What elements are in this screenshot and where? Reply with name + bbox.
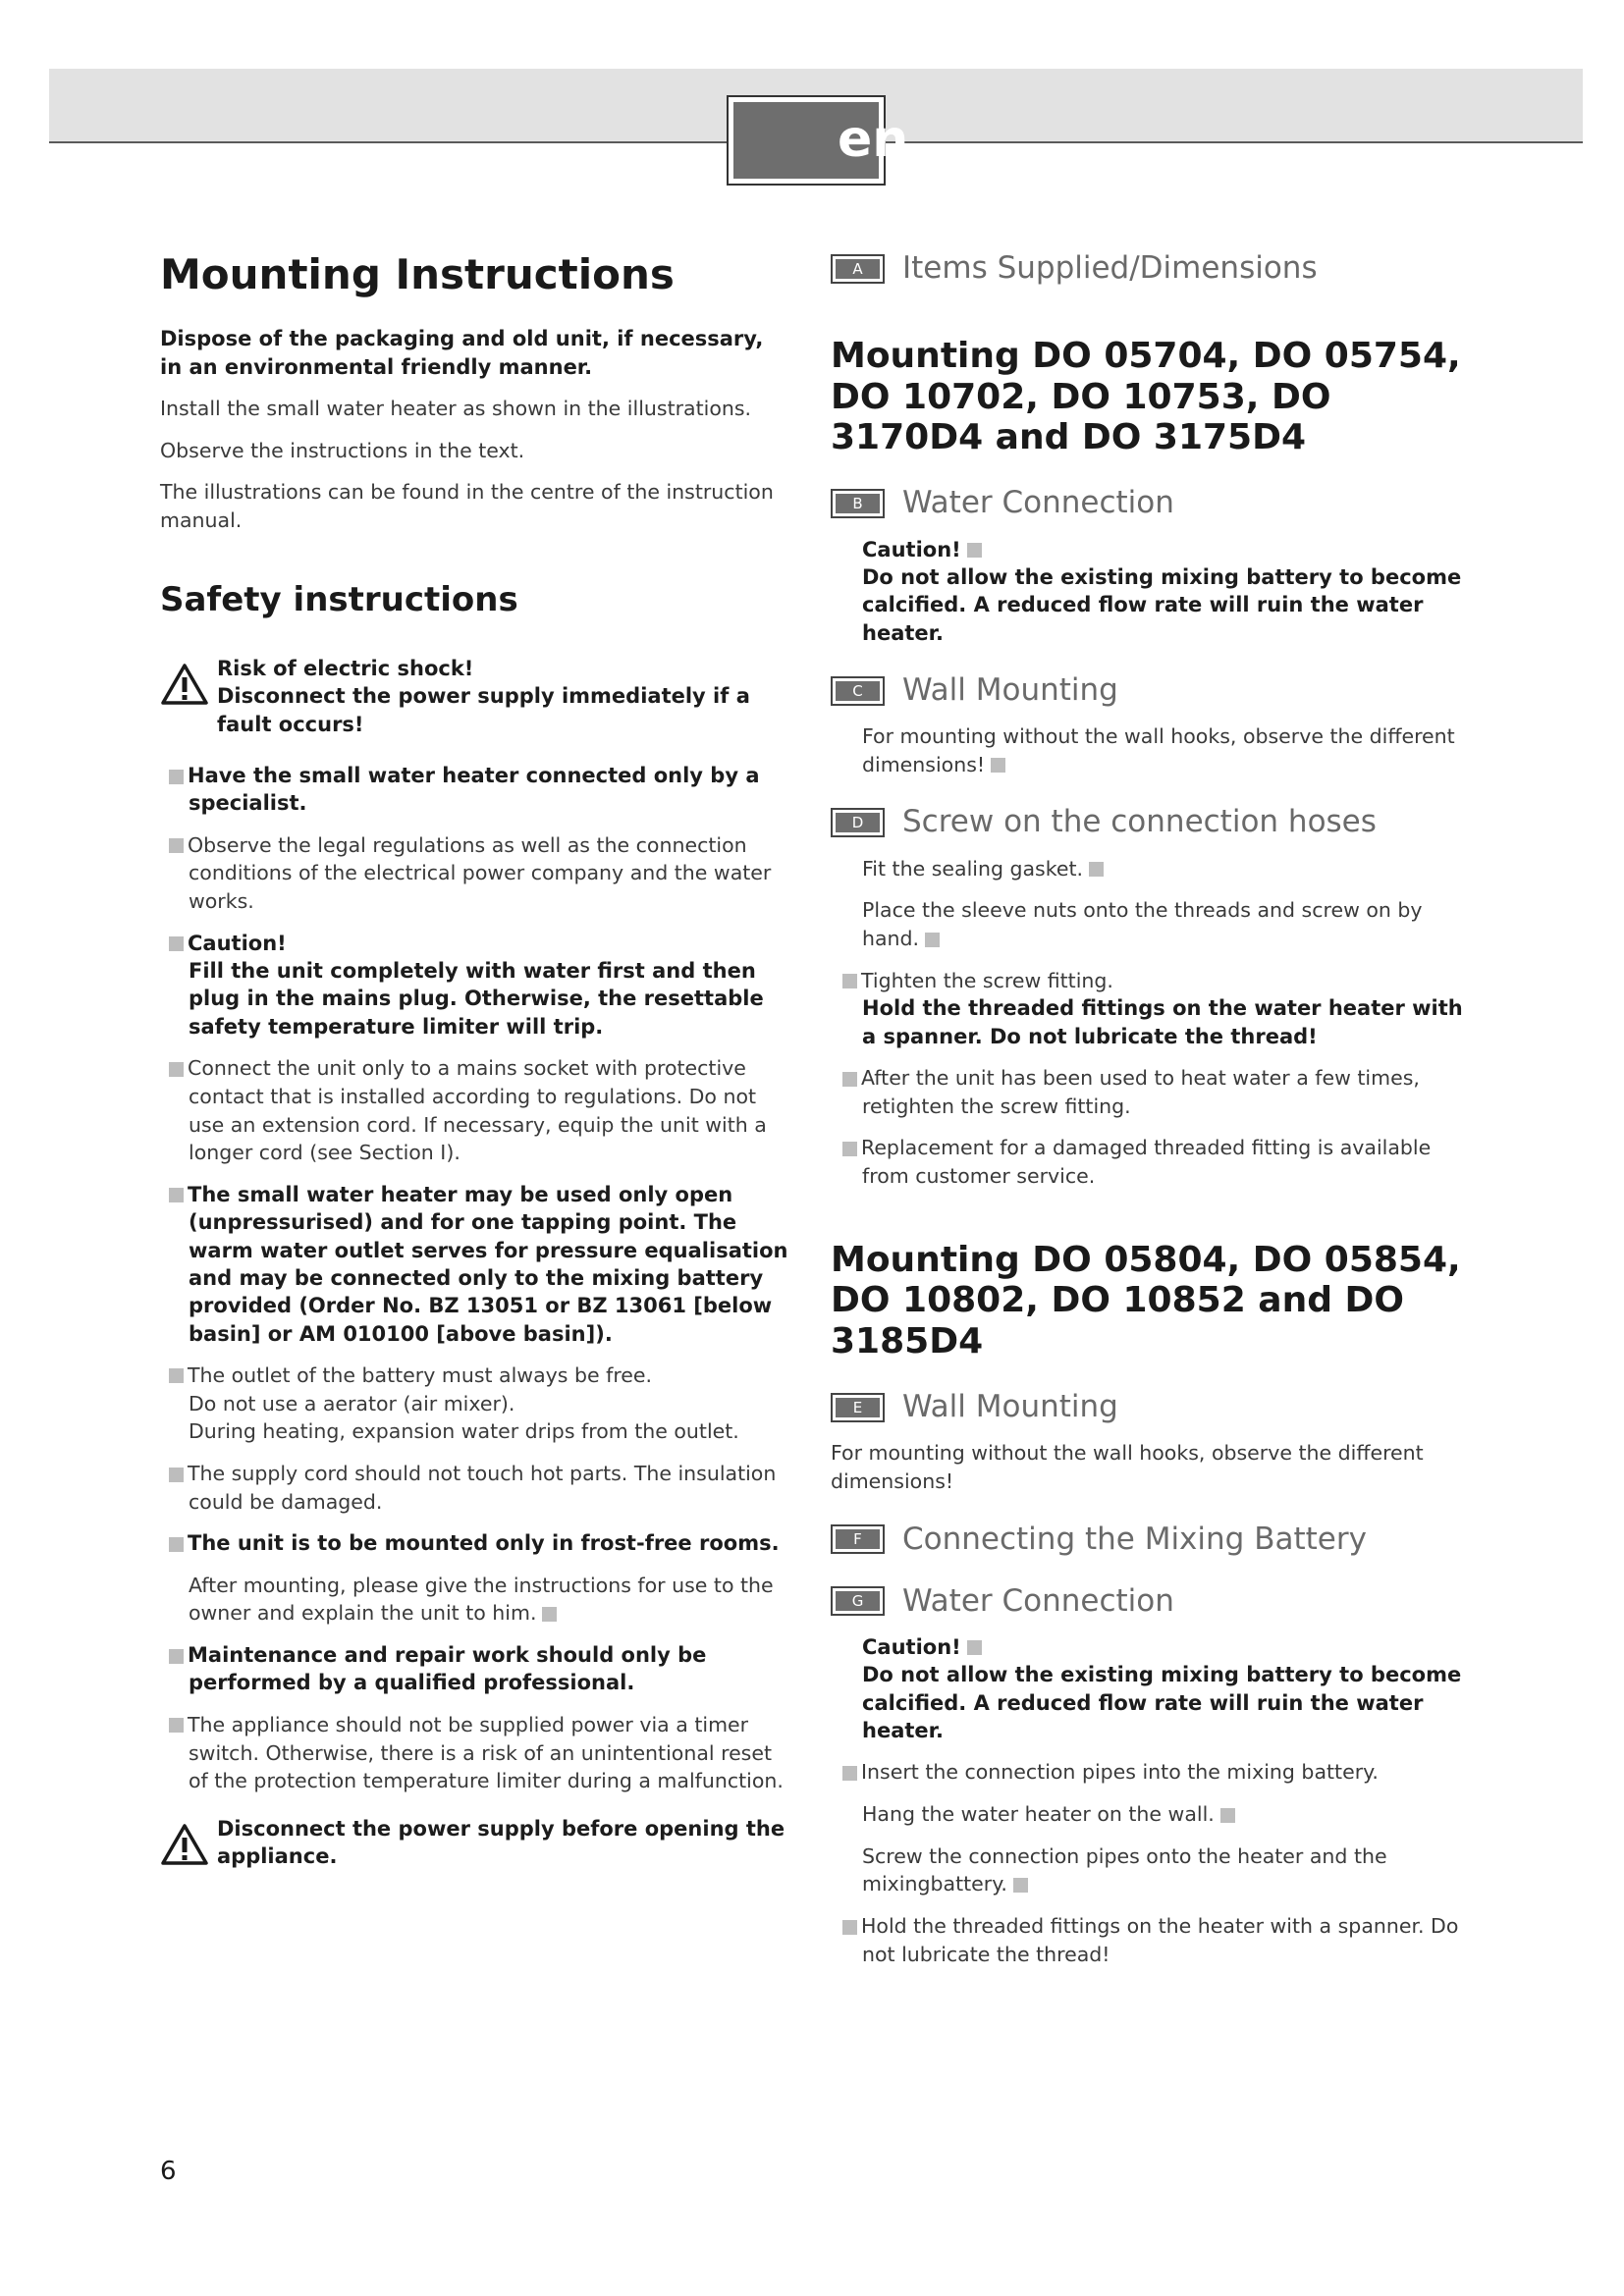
safety-item: The appliance should not be supplied power via a timer switch. Otherwise, there is a risk of an unintentional reset of the protection temperature limiter during a malfunction.: [189, 1711, 788, 1795]
page-title: Mounting Instructions: [160, 250, 675, 298]
language-tab: [727, 95, 909, 186]
section-f-heading: F Connecting the Mixing Battery: [831, 1522, 1469, 1558]
step-text-bold: Hold the threaded fittings on the water heater with a spanner. Do not lubricate the thread!: [862, 996, 1463, 1048]
step-text: Insert the connection pipes into the mixing battery.: [862, 1758, 1469, 1787]
marker-icon: [1013, 1878, 1028, 1893]
safety-item-caution-head: Caution!: [189, 930, 788, 957]
step-text: For mounting without the wall hooks, observe the different dimensions!: [831, 1441, 1424, 1493]
marker-icon: [1220, 1808, 1235, 1823]
safety-item: Observe the legal regulations as well as the connection conditions of the electrical power company and the water works.: [189, 831, 788, 916]
step-text: Screw the connection pipes onto the heater and the mixingbattery.: [862, 1843, 1387, 1896]
warning-triangle-icon: [160, 663, 209, 706]
step-text: Place the sleeve nuts onto the threads and screw on by hand.: [862, 898, 1423, 951]
right-column: [831, 250, 1469, 1982]
warning-line-2: Disconnect the power supply immediately if a fault occurs!: [217, 684, 750, 736]
safety-item: The unit is to be mounted only in frost-free rooms.: [189, 1529, 788, 1557]
section-label-a: A: [831, 254, 885, 284]
section-label-g: G: [831, 1586, 885, 1616]
section-label-d: D: [831, 808, 885, 837]
marker-icon: [169, 1468, 184, 1482]
marker-icon: [1089, 862, 1104, 877]
warning-text: Disconnect the power supply before opening the appliance.: [217, 1816, 785, 1869]
marker-icon: [925, 933, 940, 947]
safety-item: Connect the unit only to a mains socket with protective contact that is installed according to regulations. Do not use an extension cord. If necessary, equip the unit with a longer cord (see Section I).: [189, 1054, 788, 1167]
marker-icon: [542, 1607, 557, 1622]
step-text: After the unit has been used to heat water a few times, retighten the screw fitting.: [862, 1064, 1469, 1120]
section-label-b: B: [831, 489, 885, 518]
caution-body: Do not allow the existing mixing battery to become calcified. A reduced flow rate will ruin the water heater.: [862, 564, 1462, 645]
warning-triangle-icon: [160, 1823, 209, 1866]
warning-open-appliance: [160, 1815, 788, 1871]
intro-bold: Dispose of the packaging and old unit, if necessary, in an environmental friendly manner.: [160, 327, 764, 379]
marker-icon: [842, 1072, 857, 1087]
language-code: en: [838, 110, 909, 169]
section-label-f: F: [831, 1524, 885, 1554]
mounting-title-1: Mounting DO 05704, DO 05754, DO 10702, DO 10753, DO 3170D4 and DO 3175D4: [831, 336, 1461, 457]
marker-icon: [842, 1920, 857, 1935]
step-text: Tighten the screw fitting.: [862, 967, 1469, 995]
marker-icon: [169, 1537, 184, 1552]
caution-head: Caution!: [862, 1633, 1469, 1661]
step-text: Hold the threaded fittings on the heater with a spanner. Do not lubricate the thread!: [862, 1912, 1469, 1968]
warning-electric-shock: [160, 655, 788, 738]
caution-head: Caution!: [862, 536, 1469, 563]
page-number: 6: [160, 2157, 177, 2186]
step-text: For mounting without the wall hooks, observe the different dimensions!: [862, 724, 1455, 776]
marker-icon: [169, 1718, 184, 1733]
warning-line-1: Risk of electric shock!: [217, 657, 474, 681]
step-text: Fit the sealing gasket.: [862, 855, 1469, 883]
section-c-heading: C Wall Mounting: [831, 672, 1469, 709]
safety-title: Safety instructions: [160, 579, 518, 619]
safety-item: The small water heater may be used only open (unpressurised) and for one tapping point. The warm water outlet serves for pressure equalisation and may be connected only to the mixing battery provided (Order No. BZ 13051 or BZ 13061 [below basin] or AM 010100 [above basin]).: [189, 1181, 788, 1348]
section-label-e: E: [831, 1393, 885, 1422]
section-g-heading: G Water Connection: [831, 1583, 1469, 1620]
marker-icon: [169, 770, 184, 784]
section-a-heading: A Items Supplied/Dimensions: [831, 250, 1469, 287]
section-b-heading: B Water Connection: [831, 485, 1469, 521]
marker-icon: [169, 1368, 184, 1383]
marker-icon: [842, 1142, 857, 1156]
marker-icon: [967, 1640, 982, 1655]
marker-icon: [842, 974, 857, 988]
marker-icon: [169, 838, 184, 853]
marker-icon: [169, 1649, 184, 1664]
marker-icon: [169, 1188, 184, 1202]
safety-item: After mounting, please give the instructions for use to the owner and explain the unit to him.: [189, 1573, 774, 1626]
marker-icon: [169, 936, 184, 951]
section-d-heading: D Screw on the connection hoses: [831, 804, 1469, 840]
step-text: Hang the water heater on the wall.: [862, 1800, 1469, 1829]
safety-item: The outlet of the battery must always be free. Do not use a aerator (air mixer). During heating, expansion water drips from the outlet.: [189, 1362, 788, 1446]
mounting-title-2: Mounting DO 05804, DO 05854, DO 10802, DO 10852 and DO 3185D4: [831, 1239, 1461, 1362]
intro-line: Install the small water heater as shown in the illustrations.: [160, 397, 752, 421]
safety-item: Have the small water heater connected only by a specialist.: [189, 762, 788, 818]
step-text: Replacement for a damaged threaded fitting is available from customer service.: [862, 1134, 1469, 1190]
intro-line: The illustrations can be found in the centre of the instruction manual.: [160, 480, 774, 533]
intro-line: Observe the instructions in the text.: [160, 438, 525, 462]
marker-icon: [991, 758, 1005, 773]
safety-item: Maintenance and repair work should only be performed by a qualified professional.: [189, 1641, 788, 1697]
marker-icon: [842, 1766, 857, 1781]
safety-item-caution-body: Fill the unit completely with water first and then plug in the mains plug. Otherwise, the resettable safety temperature limiter will trip.: [189, 959, 764, 1039]
safety-item: The supply cord should not touch hot parts. The insulation could be damaged.: [189, 1460, 788, 1516]
left-column: [160, 250, 788, 1895]
caution-body: Do not allow the existing mixing battery to become calcified. A reduced flow rate will ruin the water heater.: [862, 1663, 1462, 1742]
section-label-c: C: [831, 676, 885, 706]
marker-icon: [169, 1062, 184, 1077]
marker-icon: [967, 543, 982, 558]
section-e-heading: E Wall Mounting: [831, 1389, 1469, 1425]
